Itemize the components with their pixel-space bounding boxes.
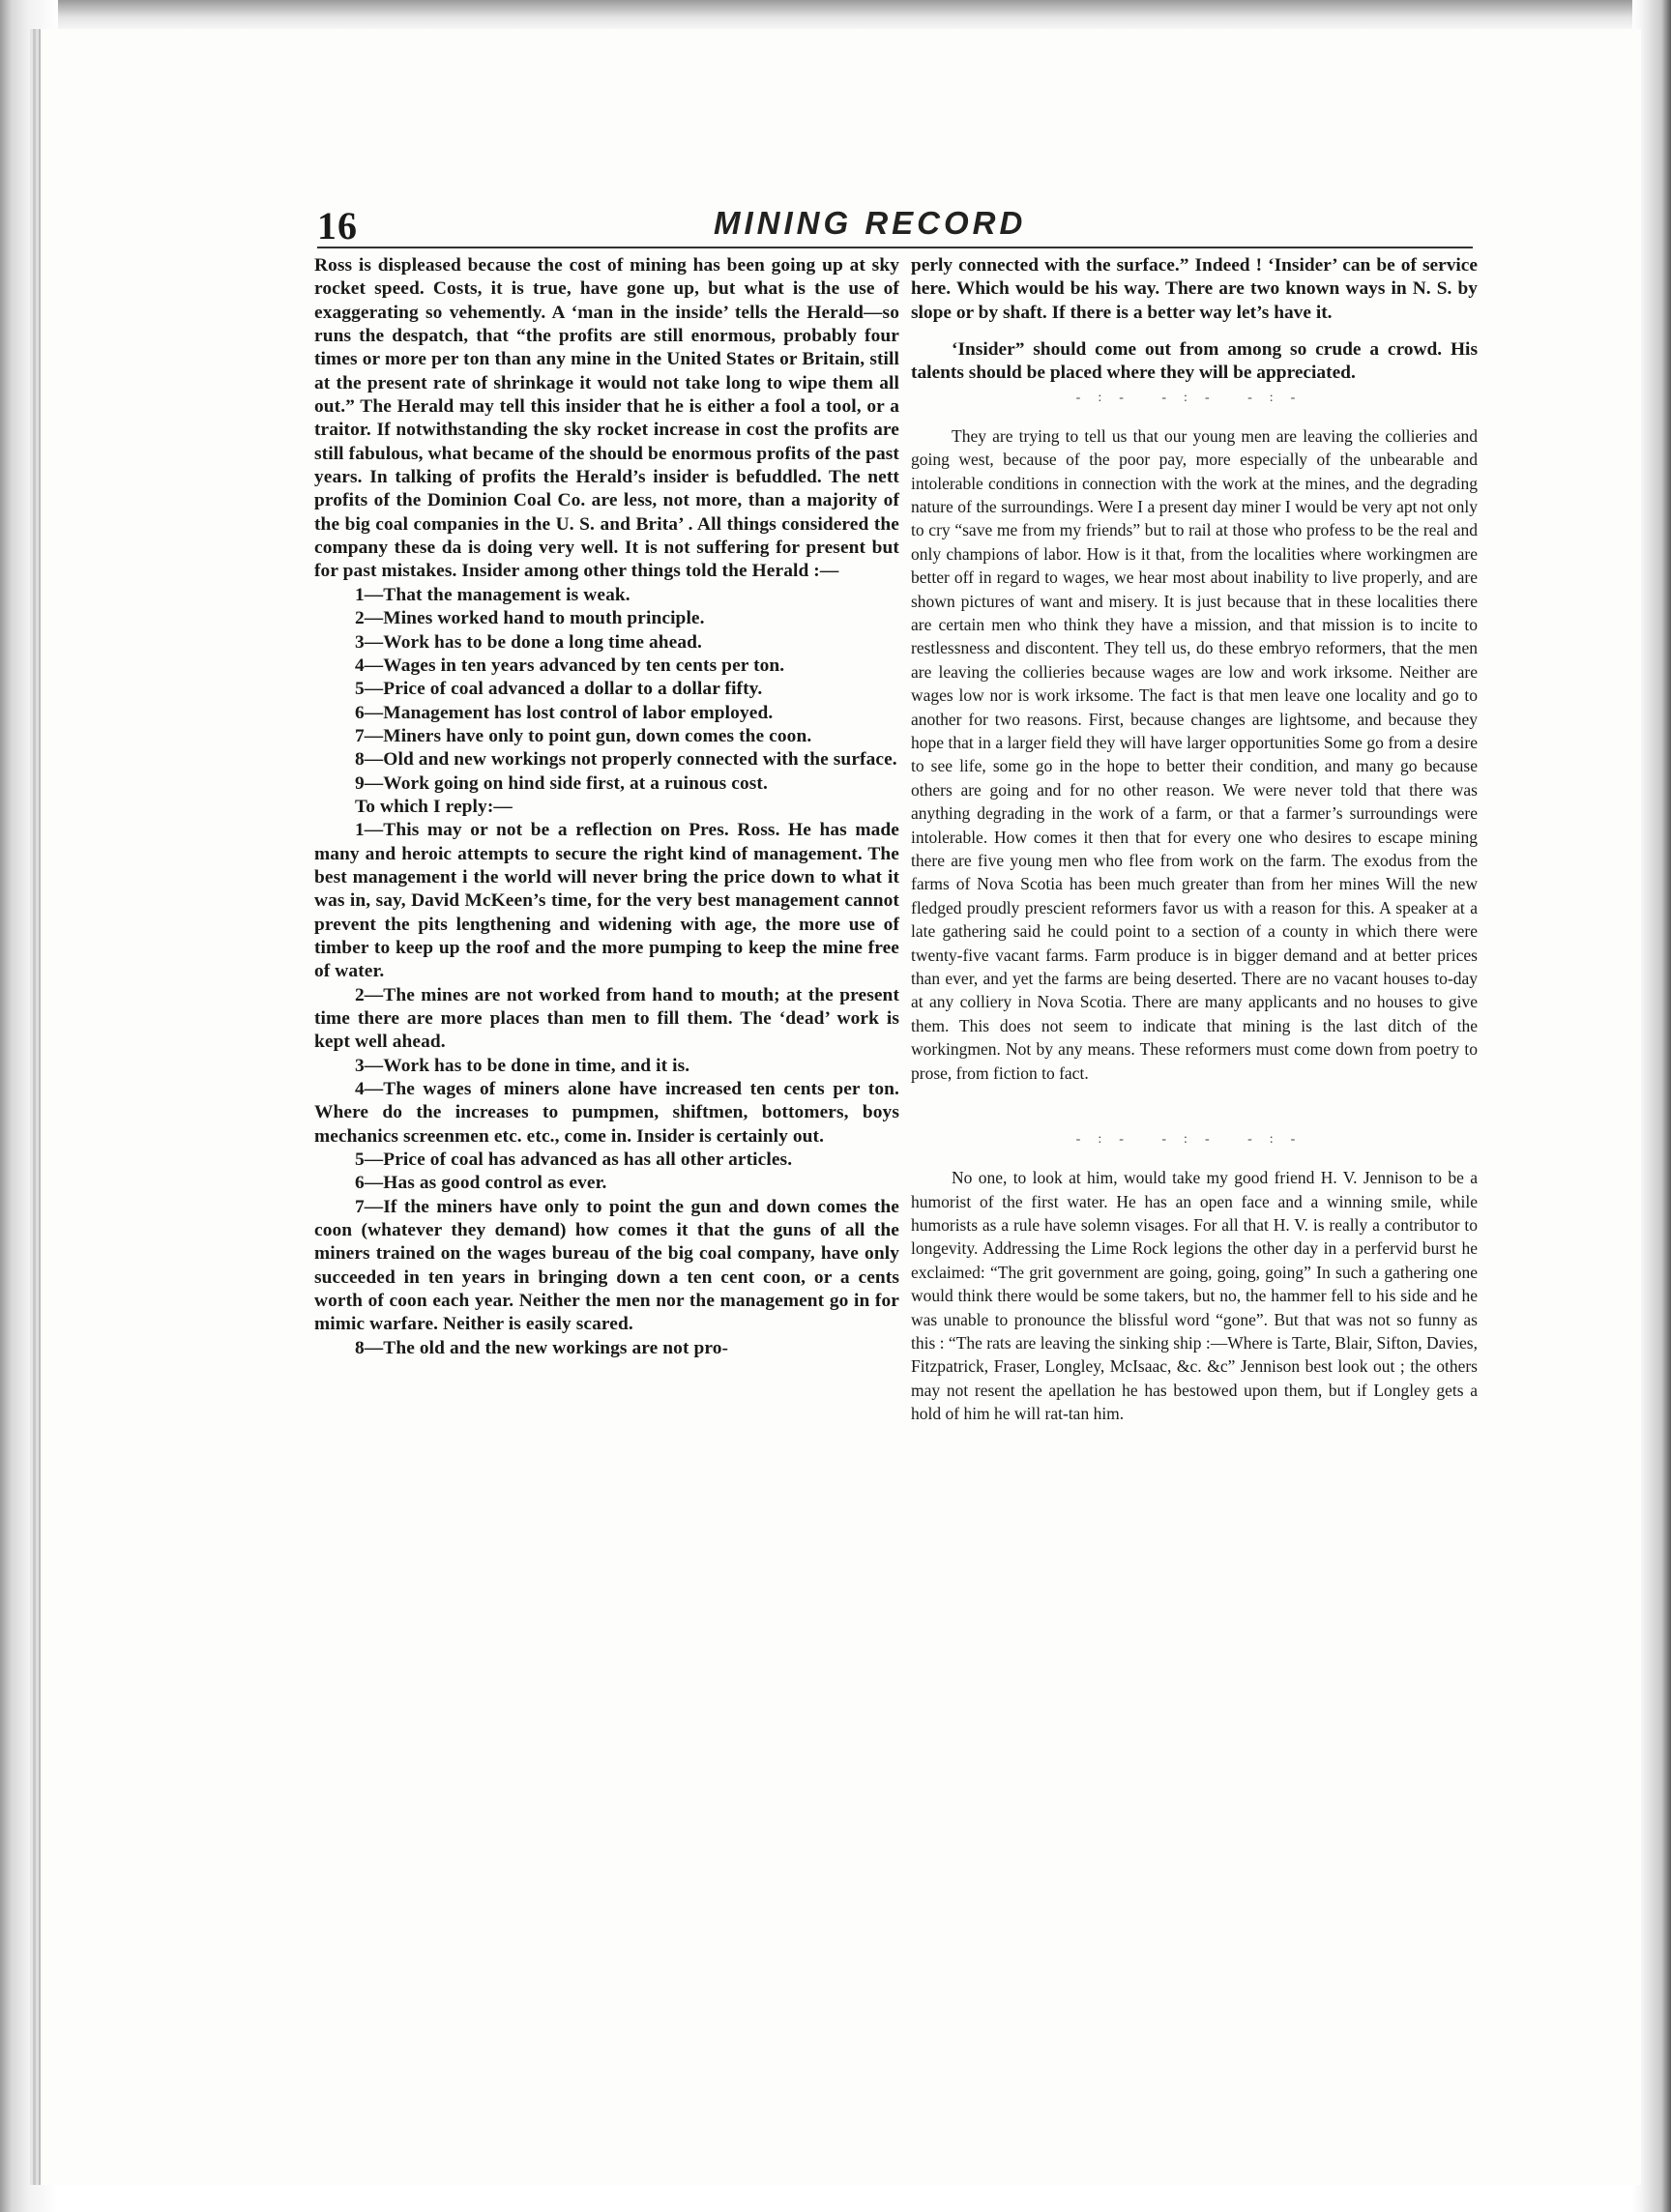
- reply-list: [314, 819, 899, 1360]
- insider-item: 4—Wages in ten years advanced by ten cents per ton.: [355, 655, 785, 676]
- reply-intro: To which I reply:—: [355, 796, 513, 817]
- section-separator: -:- -:- -:-: [1075, 1132, 1313, 1148]
- left-column: [314, 254, 899, 1360]
- section-separator: -:- -:- -:-: [1075, 390, 1313, 405]
- insider-item: 6—Management has lost control of labor employed.: [355, 702, 774, 723]
- opening-paragraph: Ross is displeased because the cost of mining has been going up at sky rocket speed. Costs, it is true, have gone up, but what is the use of exaggerating so vehemently. A ‘man in the inside’ tells the Herald—so runs the despatch, that “the profits are still enormous, probably four times or more per ton than any mine in the United States or Britain, still at the present rate of shrinkage it would not take long to wipe them all out.” The Herald may tell this insider that he is either a fool a tool, or a traitor. If notwithstanding the sky rocket increase in cost the profits are still fabulous, what became of the should be enormous profits of the past years. In talking of profits the Herald’s insider is befuddled. The nett profits of the Dominion Coal Co. are less, not more, than a majority of the big coal companies in the U. S. and Brita’ . All things considered the company these da is doing very well. It is not suffering for present but for past mistakes. Insider among other things told the Herald :—: [314, 255, 899, 582]
- insider-item: 9—Work going on hind side first, at a ruinous cost.: [355, 772, 768, 794]
- young-men-article: They are trying to tell us that our young men are leaving the collieries and going west, because of the poor pay, more especially of the unbearable and intolerable conditions in connection with the work at the mines, and the degrading nature of the surroundings. Were I a present day miner I would be very apt not only to cry “save me from my friends” but to rail at those who profess to be the real and only champions of labor. How is it that, from the localities where workingmen are better off in regard to wages, we hear most about inability to live properly, and are shown pictures of want and misery. It is just because that in these localities there are certain men who think they have a mission, and that mission is to incite to restlessness and discontent. They tell us, do these embryo reformers, that the men are leaving the collieries because wages are low and work irksome. Neither are wages low nor is work irksome. The fact is that men leave one locality and go to another for two reasons. First, because changes are lightsome, and because they hope that in a larger field they will have larger opportunities Some go from a desire to see life, some go in the hope to better their condition, and many go because others are going and for no other reason. We were never told that there was anything degrading in the work of a farm, or that a farmer’s surroundings were intolerable. How comes it then that for every one who desires to escape mining there are five young men who flee from work on the farm. The exodus from the farms of Nova Scotia has been much greater than from her mines Will the new fledged proudly prescient reformers favor us with a reason for this. A speaker at a late gathering said he could point to a section of a county in which there were twenty-five vacant farms. Farm produce is in bigger demand and at better prices than ever, and yet the farms are being deserted. There are no vacant houses to-day at any colliery in Nova Scotia. There are many applicants and no houses to give them. This does not seem to indicate that mining is the last ditch of the workingmen. Not by any means. These reformers must come down from poetry to prose, from fiction to fact.: [911, 425, 1478, 1083]
- reply-item: 5—Price of coal has advanced as has all other articles.: [355, 1150, 793, 1171]
- continued-article: [911, 254, 1478, 386]
- insider-item: 1—That the management is weak.: [355, 584, 630, 605]
- reply-item: 2—The mines are not worked from hand to mouth; at the present time there are more places than men to fill them. The ‘dead’ work is kept well ahead.: [314, 984, 899, 1053]
- insider-list: [314, 584, 899, 796]
- publication-title: MINING RECORD: [714, 205, 1027, 241]
- page-number: 16: [317, 204, 358, 247]
- jennison-article: No one, to look at him, would take my good friend H. V. Jennison to be a humorist of the first water. He has an open face and a winning smile, while humorists as a rule have solemn visages. For all that H. V. is really a contributor to longevity. Addressing the Lime Rock legions the other day in a perfervid burst he exclaimed: “The grit government are going, going, going” In such a gathering one would think there would be some takers, but no, the hammer fell to his side and he was unable to pronounce the blissful word “gone”. But that was not so funny as this : “The rats are leaving the sinking ship :—Where is Tarte, Blair, Sifton, Davies, Fitzpatrick, Fraser, Longley, McIsaac, &c. &c” Jennison best look out ; the others may not resent the apellation he has bestowed upon them, but if Longley gets a hold of him he will rat-tan him.: [911, 1168, 1478, 1424]
- reply-item: 8—The old and the new workings are not pro-: [355, 1337, 729, 1358]
- header-rule: [317, 247, 1473, 248]
- masthead: [317, 193, 1473, 251]
- reply-item: 6—Has as good control as ever.: [355, 1173, 607, 1194]
- insider-item: 3—Work has to be done a long time ahead.: [355, 631, 702, 653]
- insider-item: 5—Price of coal advanced a dollar to a dollar fifty.: [355, 679, 763, 700]
- insider-advice-paragraph: ‘Insider” should come out from among so crude a crowd. His talents should be placed where they will be appreciated.: [911, 339, 1478, 384]
- reply-item: 3—Work has to be done in time, and it is.: [355, 1055, 690, 1076]
- reply-item: 7—If the miners have only to point the gun and down comes the coon (whatever they demand) how comes it that the guns of all the miners trained on the wages bureau of the big coal company, have only succeeded in ten years in bringing down a ten cent coon, or a cents worth of coon each year. Neither the men nor the management go in for mimic warfare. Neither is easily scared.: [314, 1196, 899, 1335]
- insider-item: 7—Miners have only to point gun, down comes the coon.: [355, 725, 812, 746]
- reply-item: 1—This may or not be a reflection on Pres. Ross. He has made many and heroic attempts to secure the right kind of management. The best management i the world will never bring the price down to what it was in, say, David McKeen’s time, for the very best management cannot prevent the pits lengthening and widening with age, the more use of timber to keep up the roof and the more pumping to keep the mine free of water.: [314, 820, 899, 982]
- reply-item: 4—The wages of miners alone have increased ten cents per ton. Where do the increases to pumpmen, shiftmen, bottomers, boys mechanics screenmen etc. etc., come in. Insider is certainly out.: [314, 1079, 899, 1147]
- insider-item: 8—Old and new workings not properly connected with the surface.: [355, 749, 897, 771]
- continuation-paragraph: perly connected with the surface.” Indeed ! ‘Insider’ can be of service here. Which would be his way. There are two known ways in N. S. by slope or by shaft. If there is a better way let’s have it.: [911, 255, 1478, 323]
- insider-item: 2—Mines worked hand to mouth principle.: [355, 608, 705, 629]
- right-column: [911, 254, 1478, 1426]
